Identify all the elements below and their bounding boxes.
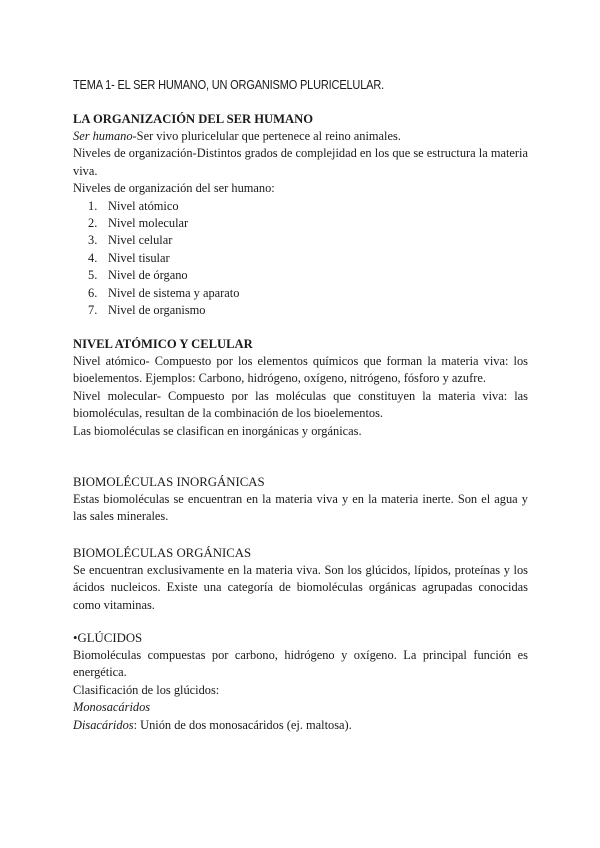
levels-intro: Niveles de organización del ser humano:	[73, 181, 275, 196]
paragraph: Nivel atómico- Compuesto por los elementos químicos que forman la materia viva: los bioelementos. Ejemplos: Carbono, hidrógeno, oxígeno, nitrógeno, fósforo y azufre.	[73, 354, 528, 386]
paragraph: Clasificación de los glúcidos:	[73, 682, 220, 697]
section-heading: •GLÚCIDOS	[73, 631, 143, 645]
definition-term: Ser humano	[73, 129, 133, 143]
section-organizacion	[73, 111, 528, 319]
section-heading: LA ORGANIZACIÓN DEL SER HUMANO	[73, 112, 314, 126]
section-heading: BIOMOLÉCULAS INORGÁNICAS	[73, 475, 265, 489]
section-heading: NIVEL ATÓMICO Y CELULAR	[73, 337, 253, 351]
list-item: 2. Nivel molecular	[88, 216, 189, 231]
list-item: 7. Nivel de organismo	[88, 303, 206, 318]
list-item: 4. Nivel tisular	[88, 250, 170, 265]
definition-text: : Unión de dos monosacáridos (ej. maltosa).	[133, 717, 352, 732]
definition-term: Disacáridos	[73, 717, 134, 732]
levels-definition: Niveles de organización-Distintos grados de complejidad en los que se estructura la materia viva.	[73, 146, 528, 178]
disacaridos-definition	[73, 717, 528, 734]
section-nivel-atomico	[73, 336, 528, 440]
paragraph: Nivel molecular- Compuesto por las moléculas que constituyen la materia viva: las biomoléculas, resultan de la combinación de los bioelementos.	[73, 388, 528, 421]
list-item: 5. Nivel de órgano	[88, 268, 188, 283]
section-organicas	[73, 545, 528, 614]
paragraph: Las biomoléculas se clasifican en inorgánicas y orgánicas.	[73, 423, 362, 438]
definition-ser-humano	[73, 128, 528, 145]
paragraph: Se encuentran exclusivamente en la materia viva. Son los glúcidos, lípidos, proteínas y los ácidos nucleicos. Existe una categoría de biomoléculas orgánicas agrupadas conocidas como vitaminas.	[73, 563, 528, 612]
paragraph: Estas biomoléculas se encuentran en la materia viva y en la materia inerte. Son el agua y las sales minerales.	[73, 492, 528, 524]
section-glucidos	[73, 630, 528, 734]
levels-list	[73, 198, 528, 320]
list-item: 1. Nivel atómico	[88, 198, 179, 213]
list-item: 3. Nivel celular	[88, 233, 173, 248]
list-item: 6. Nivel de sistema y aparato	[88, 285, 240, 300]
paragraph: Biomoléculas compuestas por carbono, hidrógeno y oxígeno. La principal función es energética.	[73, 648, 528, 680]
monosacaridos-term: Monosacáridos	[73, 700, 151, 715]
section-inorganicas	[73, 474, 528, 526]
topic-title: TEMA 1- EL SER HUMANO, UN ORGANISMO PLURICELULAR.	[73, 77, 384, 92]
definition-text: -Ser vivo pluricelular que pertenece al reino animales.	[132, 129, 401, 143]
section-heading: BIOMOLÉCULAS ORGÁNICAS	[73, 546, 252, 560]
